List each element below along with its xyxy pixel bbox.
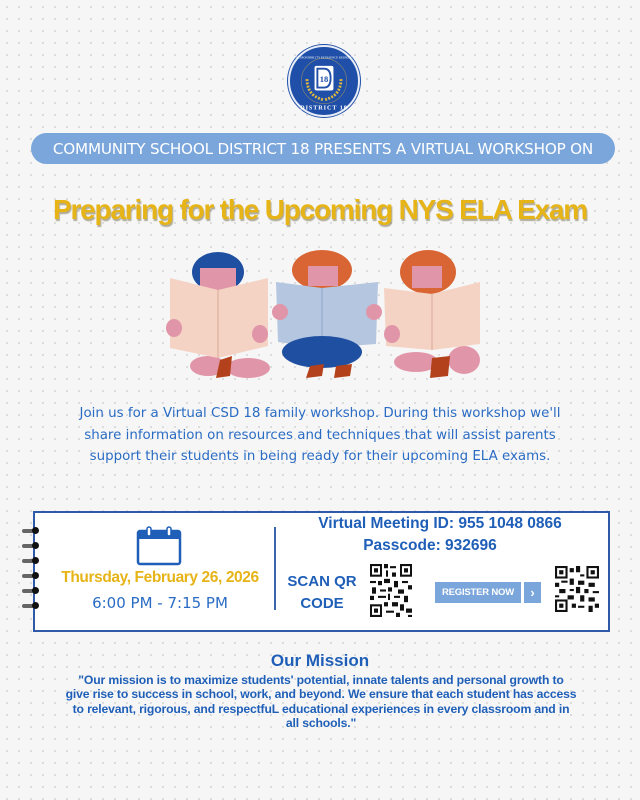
intro-line: support their students in being ready for their upcoming ELA exams.: [89, 449, 551, 464]
mission-statement: [30, 673, 612, 730]
mission-title: Our Mission: [270, 651, 370, 670]
intro-paragraph: [60, 403, 580, 468]
chevron-right-icon[interactable]: ›: [524, 582, 541, 603]
qr-code-icon: [370, 564, 412, 617]
intro-line: share information on resources and techniques that will assist parents: [84, 427, 556, 443]
kid-3-icon: [384, 250, 480, 378]
qr-code-register[interactable]: [555, 566, 599, 612]
passcode: Passcode: 932696: [363, 537, 497, 554]
card-divider: [274, 527, 276, 610]
svg-text:RESPONSIBILITY RESILIENCE RESP: RESPONSIBILITY RESILIENCE RESPECT: [296, 55, 352, 60]
scan-qr-label-line: SCAN QR: [287, 573, 357, 590]
svg-text:18: 18: [319, 73, 329, 84]
page-title: Preparing for the Upcoming NYS ELA Exam: [52, 194, 588, 225]
calendar-icon: [136, 526, 182, 566]
register-now-button[interactable]: [435, 582, 541, 603]
spiral-binding-icon: [22, 527, 42, 613]
meeting-id: Virtual Meeting ID: 955 1048 0866: [318, 515, 562, 532]
workshop-banner: [31, 133, 615, 164]
qr-code-icon: [555, 566, 599, 612]
mission-line: to relevant, rigorous, and respectfuL educational experiences in every classroom and in: [72, 701, 570, 716]
district-18-logo: [288, 45, 360, 117]
intro-line: Join us for a Virtual CSD 18 family workshop. During this workshop we'll: [79, 406, 561, 421]
banner-text: COMMUNITY SCHOOL DISTRICT 18 PRESENTS A VIRTUAL WORKSHOP ON: [52, 139, 594, 158]
register-now-label[interactable]: REGISTER NOW: [435, 582, 521, 603]
mission-line: all schools.": [285, 715, 357, 730]
event-date: Thursday, February 26, 2026: [61, 569, 259, 586]
mission-line: "Our mission is to maximize students' potential, innate talents and personal growth to: [78, 673, 564, 687]
scan-qr-label-line: CODE: [300, 595, 344, 612]
svg-text:DISTRICT 18: DISTRICT 18: [300, 105, 348, 112]
kid-2-icon: [272, 250, 382, 378]
event-time: 6:00 PM - 7:15 PM: [92, 594, 228, 612]
scan-qr-label: [287, 571, 357, 615]
mission-line: give rise to success in school, work, and beyond. We ensure that each student has access: [65, 687, 577, 702]
qr-code-meeting[interactable]: [370, 564, 412, 617]
district-seal-icon: [290, 47, 358, 115]
kids-reading-illustration: [160, 248, 480, 388]
kid-1-icon: [166, 252, 270, 378]
